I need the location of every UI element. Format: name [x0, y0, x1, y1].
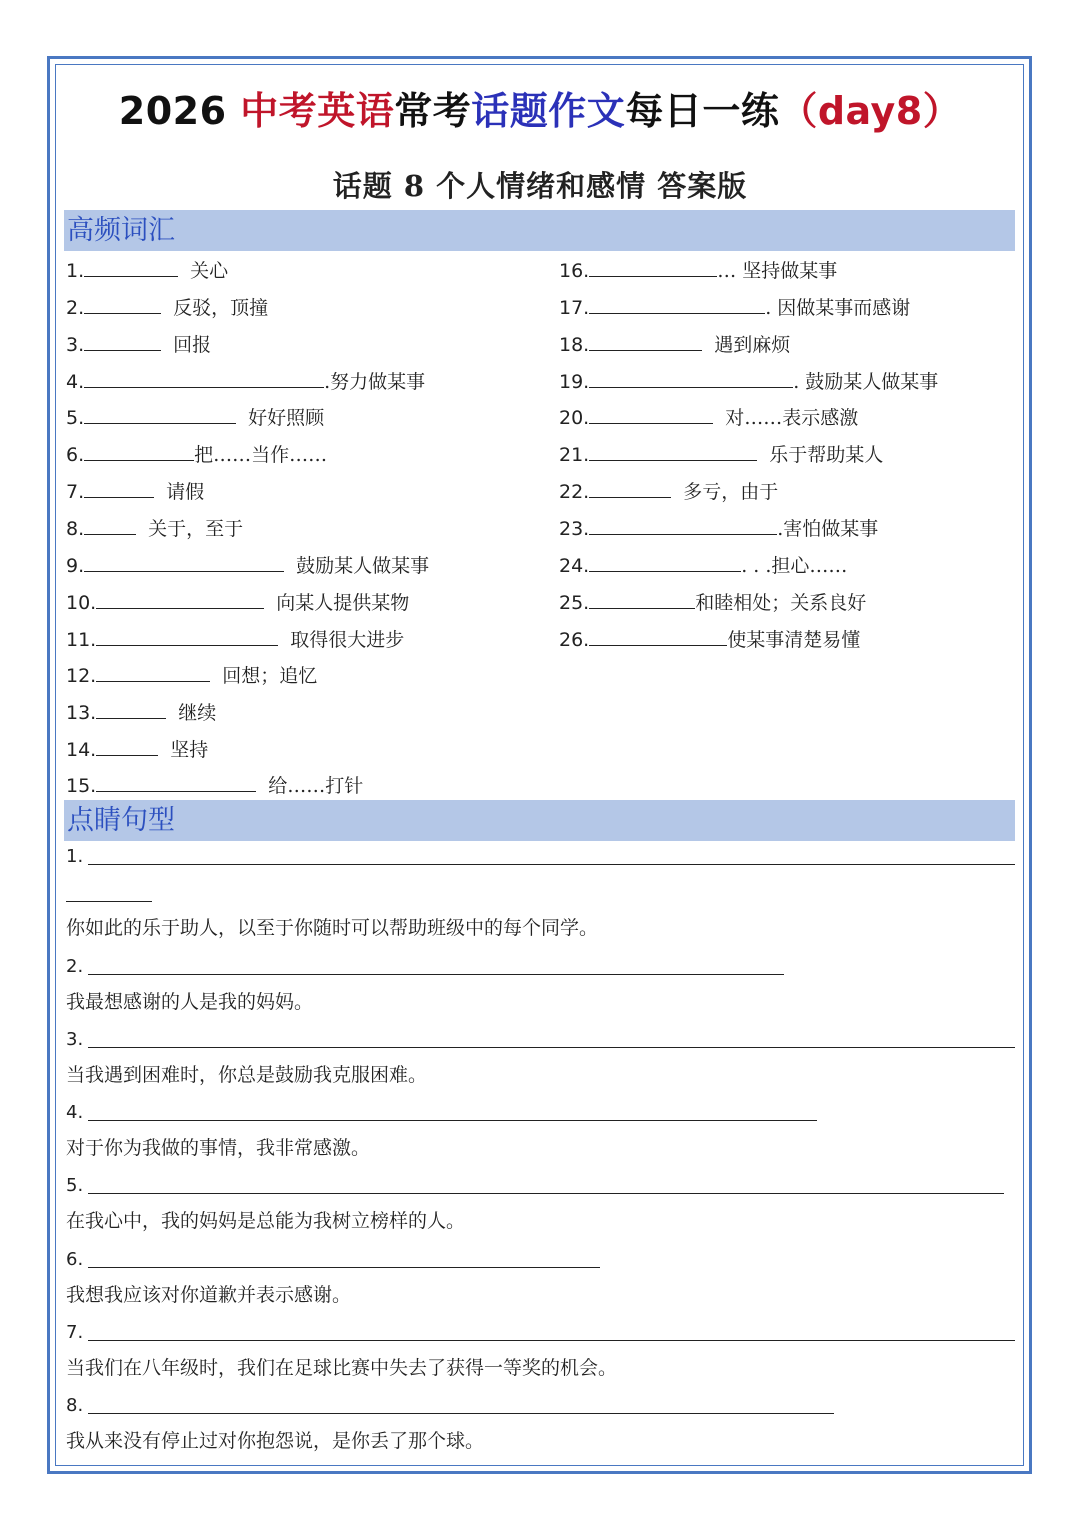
sentence-8-blank[interactable] — [88, 1413, 834, 1414]
answer-blank[interactable] — [589, 442, 757, 461]
answer-blank[interactable] — [96, 590, 264, 609]
vocab-item-6: 6. 把……当作…… — [66, 444, 328, 466]
answer-blank[interactable] — [96, 700, 166, 719]
sentence-6-number: 6. — [66, 1249, 84, 1270]
answer-blank[interactable] — [84, 332, 161, 351]
answer-blank[interactable] — [84, 405, 236, 424]
answer-blank[interactable] — [96, 663, 210, 682]
title-year: 2026 — [118, 89, 241, 133]
answer-blank[interactable] — [84, 553, 284, 572]
sentence-section-heading: 点睛句型 — [64, 800, 1015, 841]
vocab-item-22: 22. 多亏，由于 — [559, 481, 779, 503]
sentence-7-number: 7. — [66, 1322, 84, 1343]
sentence-6-chinese: 我想我应该对你道歉并表示感谢。 — [66, 1284, 352, 1306]
title-day: （day8） — [779, 89, 962, 133]
vocab-section-heading: 高频词汇 — [64, 210, 1015, 251]
sentence-2-number: 2. — [66, 956, 84, 977]
answer-blank[interactable] — [589, 590, 695, 609]
vocab-item-4: 4. .努力做某事 — [66, 371, 426, 393]
answer-blank[interactable] — [589, 516, 777, 535]
answer-blank[interactable] — [589, 405, 713, 424]
vocab-item-20: 20. 对……表示感激 — [559, 407, 859, 429]
vocab-item-24: 24. . . .担心…… — [559, 555, 848, 577]
vocab-item-17: 17. . 因做某事而感谢 — [559, 297, 911, 319]
answer-blank[interactable] — [96, 737, 158, 756]
sentence-5-number: 5. — [66, 1175, 84, 1196]
answer-blank[interactable] — [84, 479, 154, 498]
title-daily-practice: 每日一练 — [625, 89, 780, 133]
sentence-2-chinese: 我最想感谢的人是我的妈妈。 — [66, 991, 314, 1013]
sentence-5-chinese: 在我心中，我的妈妈是总能为我树立榜样的人。 — [66, 1210, 466, 1232]
title-common: 常考 — [394, 89, 472, 133]
sentence-8-chinese: 我从来没有停止过对你抱怨说，是你丢了那个球。 — [66, 1430, 485, 1452]
vocab-item-15: 15. 给……打针 — [66, 775, 364, 797]
sentence-2-blank[interactable] — [88, 974, 784, 975]
answer-blank[interactable] — [84, 295, 161, 314]
vocab-item-10: 10. 向某人提供某物 — [66, 592, 410, 614]
vocab-item-25: 25. 和睦相处；关系良好 — [559, 592, 867, 614]
answer-blank[interactable] — [589, 479, 671, 498]
answer-blank[interactable] — [589, 295, 765, 314]
sentence-8-number: 8. — [66, 1395, 84, 1416]
vocab-item-12: 12. 回想；追忆 — [66, 665, 318, 687]
sentence-1-blank-continued[interactable] — [66, 901, 152, 902]
sentence-4-number: 4. — [66, 1102, 84, 1123]
vocab-item-11: 11. 取得很大进步 — [66, 629, 405, 651]
sentence-7-blank[interactable] — [88, 1340, 1015, 1341]
answer-blank[interactable] — [96, 773, 256, 792]
vocab-item-14: 14. 坚持 — [66, 739, 209, 761]
sentence-1-chinese: 你如此的乐于助人，以至于你随时可以帮助班级中的每个同学。 — [66, 917, 599, 939]
sentence-4-chinese: 对于你为我做的事情，我非常感激。 — [66, 1137, 371, 1159]
title-exam: 中考英语 — [240, 89, 395, 133]
sentence-4-blank[interactable] — [88, 1120, 817, 1121]
vocab-item-13: 13. 继续 — [66, 702, 217, 724]
vocab-item-1: 1. 关心 — [66, 260, 229, 282]
vocab-item-9: 9. 鼓励某人做某事 — [66, 555, 430, 577]
answer-blank[interactable] — [84, 258, 178, 277]
vocab-item-8: 8. 关于，至于 — [66, 518, 244, 540]
sentence-5-blank[interactable] — [88, 1193, 1004, 1194]
answer-blank[interactable] — [84, 369, 324, 388]
vocab-item-5: 5. 好好照顾 — [66, 407, 325, 429]
page-title — [0, 80, 1080, 135]
vocab-item-26: 26. 使某事清楚易懂 — [559, 629, 861, 651]
sentence-3-blank[interactable] — [88, 1047, 1015, 1048]
sentence-6-blank[interactable] — [88, 1267, 600, 1268]
answer-blank[interactable] — [589, 258, 717, 277]
sentence-3-number: 3. — [66, 1029, 84, 1050]
answer-blank[interactable] — [589, 369, 793, 388]
answer-blank[interactable] — [84, 442, 194, 461]
vocab-item-3: 3. 回报 — [66, 334, 212, 356]
sentence-1-number: 1. — [66, 846, 84, 867]
sentence-1-blank[interactable] — [88, 864, 1015, 865]
vocab-item-16: 16. … 坚持做某事 — [559, 260, 838, 282]
answer-blank[interactable] — [589, 627, 727, 646]
answer-blank[interactable] — [96, 627, 278, 646]
answer-blank[interactable] — [84, 516, 136, 535]
vocab-item-7: 7. 请假 — [66, 481, 205, 503]
vocab-item-18: 18. 遇到麻烦 — [559, 334, 791, 356]
vocab-item-23: 23. .害怕做某事 — [559, 518, 879, 540]
answer-blank[interactable] — [589, 332, 702, 351]
sentence-7-chinese: 当我们在八年级时，我们在足球比赛中失去了获得一等奖的机会。 — [66, 1357, 618, 1379]
vocab-item-19: 19. . 鼓励某人做某事 — [559, 371, 939, 393]
vocab-item-21: 21. 乐于帮助某人 — [559, 444, 884, 466]
sentence-3-chinese: 当我遇到困难时，你总是鼓励我克服困难。 — [66, 1064, 428, 1086]
answer-blank[interactable] — [589, 553, 741, 572]
vocab-item-2: 2. 反驳，顶撞 — [66, 297, 269, 319]
page-subtitle: 话题 8 个人情绪和感情 答案版 — [332, 169, 748, 203]
title-topic-writing: 话题作文 — [471, 89, 626, 133]
